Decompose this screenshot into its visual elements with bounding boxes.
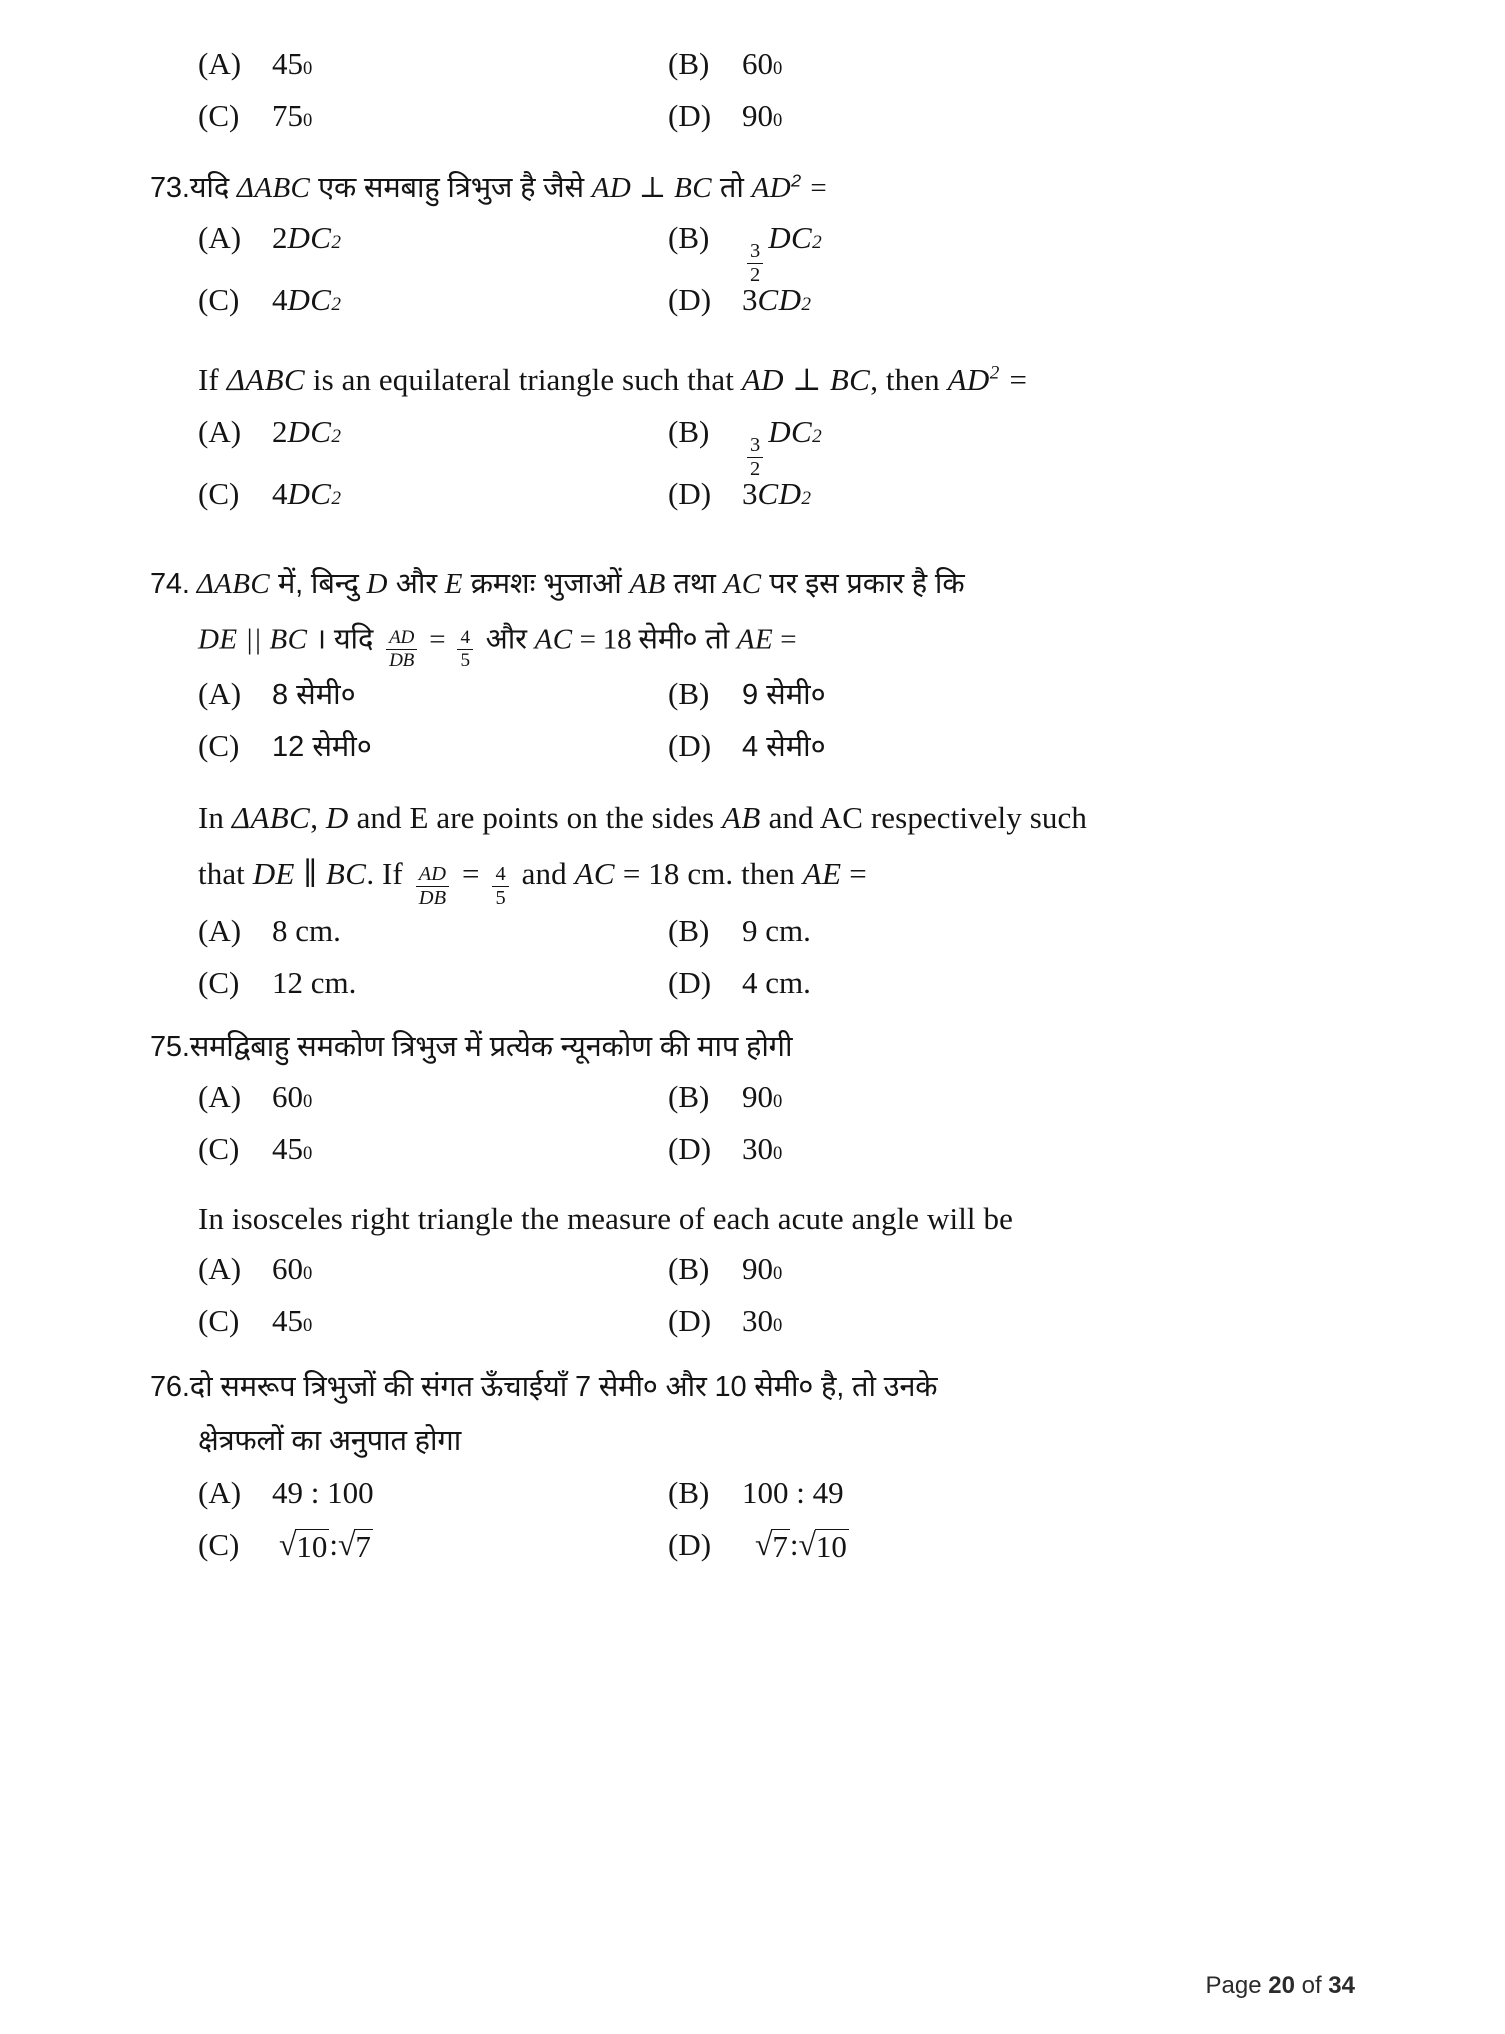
option-row[interactable] bbox=[198, 1305, 668, 1357]
option-label-b: (B) bbox=[668, 219, 710, 255]
footer-prefix: Page bbox=[1205, 1972, 1262, 1999]
option-label-d: (D) bbox=[668, 727, 712, 763]
option-value-b: 100 : 49 bbox=[742, 1474, 844, 1510]
option-value-a: 60 0 bbox=[272, 1078, 313, 1114]
option-label-d: (D) bbox=[668, 281, 712, 317]
option-label-d: (D) bbox=[668, 98, 712, 133]
option-label-a: (A) bbox=[198, 1078, 242, 1114]
math-ae: AE bbox=[802, 856, 842, 891]
question-75 bbox=[150, 1029, 1355, 1357]
question-76-hindi-stem-line2: क्षेत्रफलों का अनुपात होगा bbox=[198, 1424, 461, 1457]
option-value-c: 45 0 bbox=[272, 1303, 313, 1339]
option-row[interactable] bbox=[668, 281, 1355, 346]
square-root-icon: √ 7 bbox=[337, 1526, 371, 1564]
question-75-hindi-option-grid bbox=[198, 1078, 1355, 1185]
option-value-c: 75 0 bbox=[272, 98, 313, 133]
math-de-parallel-bc: DE ∥ BC bbox=[252, 856, 367, 891]
option-row[interactable] bbox=[668, 675, 1355, 730]
option-row[interactable] bbox=[668, 219, 1355, 286]
footer-total-pages: 34 bbox=[1328, 1972, 1355, 1999]
question-76 bbox=[150, 1369, 1355, 1590]
option-value-d: 30 0 bbox=[742, 1303, 783, 1339]
option-value-b: 9 cm. bbox=[742, 913, 811, 949]
option-label-a: (A) bbox=[198, 1251, 242, 1287]
option-row[interactable] bbox=[198, 475, 668, 540]
option-value-c: √ 10 : √ 7 bbox=[279, 1526, 371, 1564]
math-d: D bbox=[366, 567, 388, 600]
fraction-four-fifths: $\frac{4}{5}$ bbox=[492, 864, 508, 909]
option-value-c: 12 सेमी० bbox=[272, 730, 372, 763]
math-ab: AB bbox=[629, 567, 666, 600]
option-label-c: (C) bbox=[198, 1526, 240, 1562]
option-row[interactable] bbox=[198, 48, 668, 100]
option-label-c: (C) bbox=[198, 98, 240, 133]
math-ac: AC bbox=[723, 567, 762, 600]
option-row[interactable] bbox=[198, 413, 668, 478]
math-triangle-abc: ΔABC bbox=[231, 799, 311, 835]
option-label-a: (A) bbox=[198, 413, 242, 449]
option-label-c: (C) bbox=[198, 965, 240, 1001]
question-73-hindi-stem: 73.यदि ΔABC एक समबाहु त्रिभुज है जैसे AD ⊥ BC तो $AD^2$ = bbox=[150, 170, 829, 204]
option-row[interactable] bbox=[198, 100, 668, 152]
option-label-d: (D) bbox=[668, 1130, 712, 1166]
fraction-three-halves: $\frac{3}{2}$ bbox=[747, 435, 763, 480]
option-value-a: 8 सेमी० bbox=[272, 678, 356, 711]
option-value-b: 90 0 bbox=[742, 1078, 783, 1114]
question-73 bbox=[150, 170, 1355, 540]
option-value-a: 8 cm. bbox=[272, 913, 341, 949]
option-label-d: (D) bbox=[668, 1303, 712, 1339]
option-label-a: (A) bbox=[198, 675, 242, 711]
question-75-english-option-grid bbox=[198, 1253, 1355, 1357]
question-74-hindi-stem-line1: 74. ΔABC में, बिन्दु D और E क्रमशः भुजाओं AB तथा AC पर इस प्रकार है कि bbox=[150, 567, 965, 600]
option-row[interactable] bbox=[198, 219, 668, 284]
fraction-ad-over-db: $\frac{AD}{DB}$ bbox=[386, 628, 417, 670]
option-row[interactable] bbox=[668, 727, 1355, 782]
option-value-a: 49 : 100 bbox=[272, 1474, 374, 1510]
option-row[interactable] bbox=[668, 475, 1355, 540]
math-ad-perp-bc: AD ⊥ BC bbox=[591, 172, 713, 204]
math-d: D bbox=[325, 799, 349, 835]
option-row[interactable] bbox=[198, 1130, 668, 1185]
math-ab: AB bbox=[722, 799, 761, 835]
question-74-english-stem-line1: In ΔABC, D and E are points on the sides AB and AC respectively such bbox=[198, 799, 1087, 835]
fraction-ad-over-db: $\frac{AD}{DB}$ bbox=[416, 864, 449, 909]
carryover-option-grid bbox=[198, 48, 1355, 152]
question-number: 73. bbox=[150, 172, 190, 204]
option-value-c: 45 0 bbox=[272, 1130, 313, 1166]
power-superscript: 2 bbox=[791, 170, 801, 191]
option-label-a: (A) bbox=[198, 46, 242, 81]
option-row[interactable] bbox=[668, 1253, 1355, 1305]
option-value-d: √ 7 : √ 10 bbox=[755, 1526, 847, 1564]
math-ae: AE bbox=[736, 623, 774, 656]
option-label-c: (C) bbox=[198, 1130, 240, 1166]
option-value-d: 3 CD 2 bbox=[742, 475, 811, 511]
option-row[interactable] bbox=[198, 1526, 668, 1591]
footer-middle: of bbox=[1301, 1972, 1322, 1999]
math-e: E bbox=[444, 567, 463, 600]
fraction-three-halves: $\frac{3}{2}$ bbox=[747, 241, 763, 286]
option-row[interactable] bbox=[668, 1305, 1355, 1357]
fraction-four-fifths: $\frac{4}{5}$ bbox=[457, 628, 472, 670]
option-value-d: 90 0 bbox=[742, 98, 783, 133]
option-row[interactable] bbox=[668, 48, 1355, 100]
option-value-b: 60 0 bbox=[742, 46, 783, 81]
option-value-c: 4 DC 2 bbox=[272, 281, 341, 317]
option-row[interactable] bbox=[668, 915, 1355, 967]
option-label-c: (C) bbox=[198, 475, 240, 511]
question-75-english-stem: In isosceles right triangle the measure of each acute angle will be bbox=[198, 1200, 1013, 1236]
page-footer bbox=[1206, 1972, 1356, 2000]
option-label-b: (B) bbox=[668, 46, 710, 81]
option-label-d: (D) bbox=[668, 1526, 712, 1562]
question-74-hindi-stem-line2: DE || BC । यदि $\frac{AD}{DB}$ = $\frac{4}{5}$ और AC = 18 सेमी० तो AE = bbox=[198, 623, 797, 671]
question-75-hindi-stem: 75.समद्विबाहु समकोण त्रिभुज में प्रत्येक न्यूनकोण की माप होगी bbox=[150, 1031, 793, 1064]
question-74-english-stem-line2: that DE ∥ BC. If $\frac{AD}{DB}$ = $\frac{4}{5}$ and AC = 18 cm. then AE = bbox=[198, 856, 867, 909]
square-root-icon: √ 10 bbox=[798, 1526, 847, 1564]
power-superscript: 2 bbox=[989, 362, 1000, 384]
square-root-icon: √ 10 bbox=[279, 1526, 328, 1564]
option-value-d: 4 cm. bbox=[742, 965, 811, 1001]
question-number: 74. bbox=[150, 567, 190, 600]
option-row[interactable] bbox=[668, 1130, 1355, 1185]
option-row[interactable] bbox=[198, 675, 668, 730]
option-row[interactable] bbox=[198, 281, 668, 346]
option-label-b: (B) bbox=[668, 1474, 710, 1510]
option-row[interactable] bbox=[198, 967, 668, 1019]
option-value-a: 2 DC 2 bbox=[272, 413, 341, 449]
option-value-d: 4 सेमी० bbox=[742, 730, 826, 763]
option-label-b: (B) bbox=[668, 1251, 710, 1287]
math-triangle-abc: ΔABC bbox=[226, 361, 306, 397]
math-ad: AD bbox=[751, 172, 792, 204]
question-73-english-stem: If ΔABC is an equilateral triangle such that AD ⊥ BC, then $AD^2$ = bbox=[198, 361, 1029, 397]
option-row[interactable] bbox=[668, 1078, 1355, 1133]
math-ac: AC bbox=[574, 856, 615, 891]
option-label-c: (C) bbox=[198, 1303, 240, 1339]
option-value-d: 30 0 bbox=[742, 1130, 783, 1166]
option-row[interactable] bbox=[198, 1474, 668, 1529]
option-value-b: 90 0 bbox=[742, 1251, 783, 1287]
option-row[interactable] bbox=[668, 1474, 1355, 1529]
option-label-d: (D) bbox=[668, 965, 712, 1001]
option-label-a: (A) bbox=[198, 219, 242, 255]
question-74-english-option-grid bbox=[198, 915, 1355, 1019]
option-value-b: $\frac{3}{2}$ DC 2 bbox=[742, 416, 822, 471]
option-row[interactable] bbox=[668, 413, 1355, 481]
option-label-b: (B) bbox=[668, 913, 710, 949]
option-row[interactable] bbox=[668, 1526, 1355, 1591]
question-73-hindi-option-grid bbox=[198, 219, 1355, 346]
option-label-c: (C) bbox=[198, 281, 240, 317]
option-row[interactable] bbox=[198, 1078, 668, 1133]
option-label-b: (B) bbox=[668, 413, 710, 449]
question-number: 75. bbox=[150, 1031, 190, 1064]
question-76-option-grid bbox=[198, 1474, 1355, 1591]
option-row[interactable] bbox=[198, 1253, 668, 1305]
math-ad: AD bbox=[947, 361, 990, 397]
option-label-b: (B) bbox=[668, 1078, 710, 1114]
question-74 bbox=[150, 566, 1355, 1019]
option-value-a: 2 DC 2 bbox=[272, 219, 341, 255]
option-row[interactable] bbox=[668, 100, 1355, 152]
footer-page-number: 20 bbox=[1268, 1972, 1295, 1999]
question-76-hindi-stem-line1: 76.दो समरूप त्रिभुजों की संगत ऊँचाईयाँ 7 सेमी० और 10 सेमी० है, तो उनके bbox=[150, 1371, 938, 1404]
option-value-d: 3 CD 2 bbox=[742, 281, 811, 317]
square-root-icon: √ 7 bbox=[755, 1526, 788, 1564]
math-ac: AC bbox=[534, 623, 573, 656]
option-label-d: (D) bbox=[668, 475, 712, 511]
option-value-b: $\frac{3}{2}$ DC 2 bbox=[742, 222, 822, 277]
option-label-a: (A) bbox=[198, 1474, 242, 1510]
option-row[interactable] bbox=[198, 915, 668, 967]
math-ad-perp-bc: AD ⊥ BC bbox=[741, 361, 871, 397]
question-74-hindi-option-grid bbox=[198, 675, 1355, 782]
math-triangle-abc: ΔABC bbox=[196, 567, 271, 600]
option-value-a: 60 0 bbox=[272, 1251, 313, 1287]
math-de-parallel-bc: DE || BC bbox=[198, 623, 308, 656]
option-label-c: (C) bbox=[198, 727, 240, 763]
option-row[interactable] bbox=[668, 967, 1355, 1019]
option-value-b: 9 सेमी० bbox=[742, 678, 826, 711]
question-number: 76. bbox=[150, 1371, 190, 1404]
option-value-a: 45 0 bbox=[272, 46, 313, 81]
option-value-c: 4 DC 2 bbox=[272, 475, 341, 511]
math-triangle-abc: ΔABC bbox=[236, 172, 311, 204]
question-73-english-option-grid bbox=[198, 413, 1355, 540]
option-value-c: 12 cm. bbox=[272, 965, 357, 1001]
option-label-b: (B) bbox=[668, 675, 710, 711]
option-label-a: (A) bbox=[198, 913, 242, 949]
option-row[interactable] bbox=[198, 727, 668, 782]
